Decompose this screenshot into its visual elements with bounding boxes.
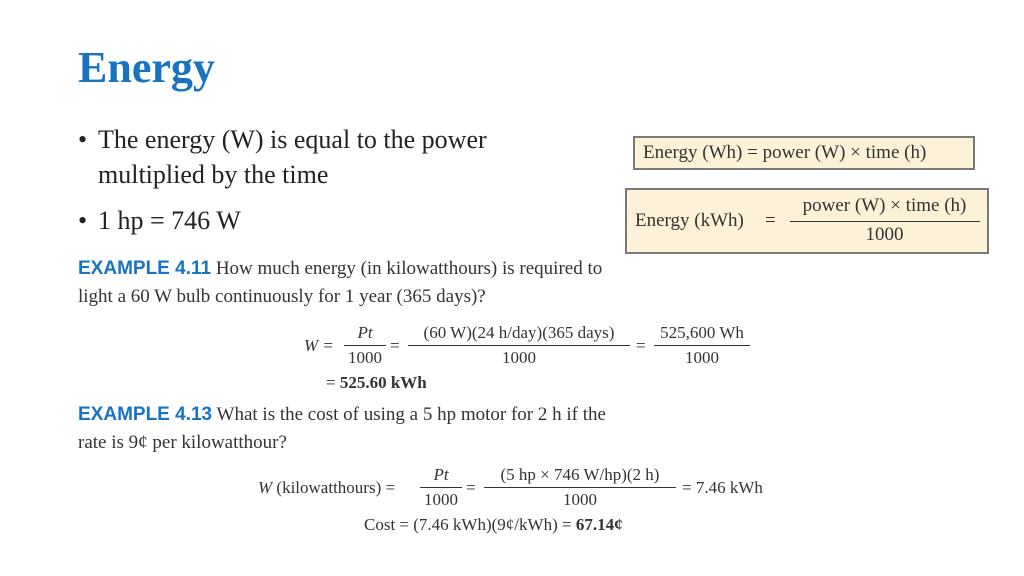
formula-wh: Energy (Wh) = power (W) × time (h)	[643, 142, 927, 163]
example-2-heading	[78, 404, 606, 426]
formula-box-kwh	[625, 188, 989, 254]
formula-kwh-label: Energy (kWh)	[635, 210, 744, 231]
example-1-result-line: = 525.60 kWh	[326, 373, 427, 392]
example-1-label: EXAMPLE 4.11	[78, 258, 212, 279]
formula-box-wh	[633, 136, 975, 170]
example-1-heading	[78, 258, 602, 280]
formula-kwh-denominator: 1000	[865, 224, 904, 245]
bullet-text: The energy (W) is equal to the power	[98, 125, 487, 154]
example-2-lhs: W (kilowatthours) =	[258, 478, 396, 497]
example-2-fraction-calc: (5 hp × 746 W/hp)(2 h) 1000	[484, 465, 676, 510]
example-2-cost-result: 67.14¢	[575, 515, 623, 534]
bullet-text: 1 hp = 746 W	[98, 206, 241, 235]
example-1-question: How much energy (in kilowatthours) is required to	[215, 258, 603, 279]
example-1-equals-2: =	[636, 336, 646, 355]
formula-kwh-equals: =	[765, 210, 776, 231]
example-1-fraction-pt: Pt 1000	[344, 323, 386, 368]
fraction-bar	[790, 221, 980, 222]
bullet-dot: •	[78, 206, 88, 235]
example-1-question-continued: light a 60 W bulb continuously for 1 year (365 days)?	[78, 286, 486, 307]
bullet-dot: •	[78, 125, 88, 154]
formula-kwh-numerator: power (W) × time (h)	[802, 195, 967, 216]
example-2-cost-line: Cost = (7.46 kWh)(9¢/kWh) = 67.14¢	[364, 515, 623, 534]
bullet-text-continued: multiplied by the time	[98, 160, 329, 189]
example-1-lhs: W =	[304, 336, 334, 355]
example-2-energy-result: = 7.46 kWh	[682, 478, 763, 497]
example-1-result: 525.60 kWh	[339, 373, 427, 392]
example-2-question: What is the cost of using a 5 hp motor for 2 h if the	[216, 404, 606, 425]
bullet-energy-definition	[78, 122, 598, 192]
example-2-equals: =	[466, 478, 476, 497]
page-title: Energy	[78, 43, 215, 92]
example-2-fraction-pt: Pt 1000	[420, 465, 462, 510]
example-1-fraction-calc: (60 W)(24 h/day)(365 days) 1000	[408, 323, 630, 368]
bullet-hp-conversion	[78, 203, 598, 238]
bullet-list	[78, 122, 598, 238]
example-2-label: EXAMPLE 4.13	[78, 404, 213, 425]
example-2-question-continued: rate is 9¢ per kilowatthour?	[78, 432, 287, 453]
example-1-equals: =	[390, 336, 400, 355]
example-1-fraction-wh: 525,600 Wh 1000	[654, 323, 750, 368]
